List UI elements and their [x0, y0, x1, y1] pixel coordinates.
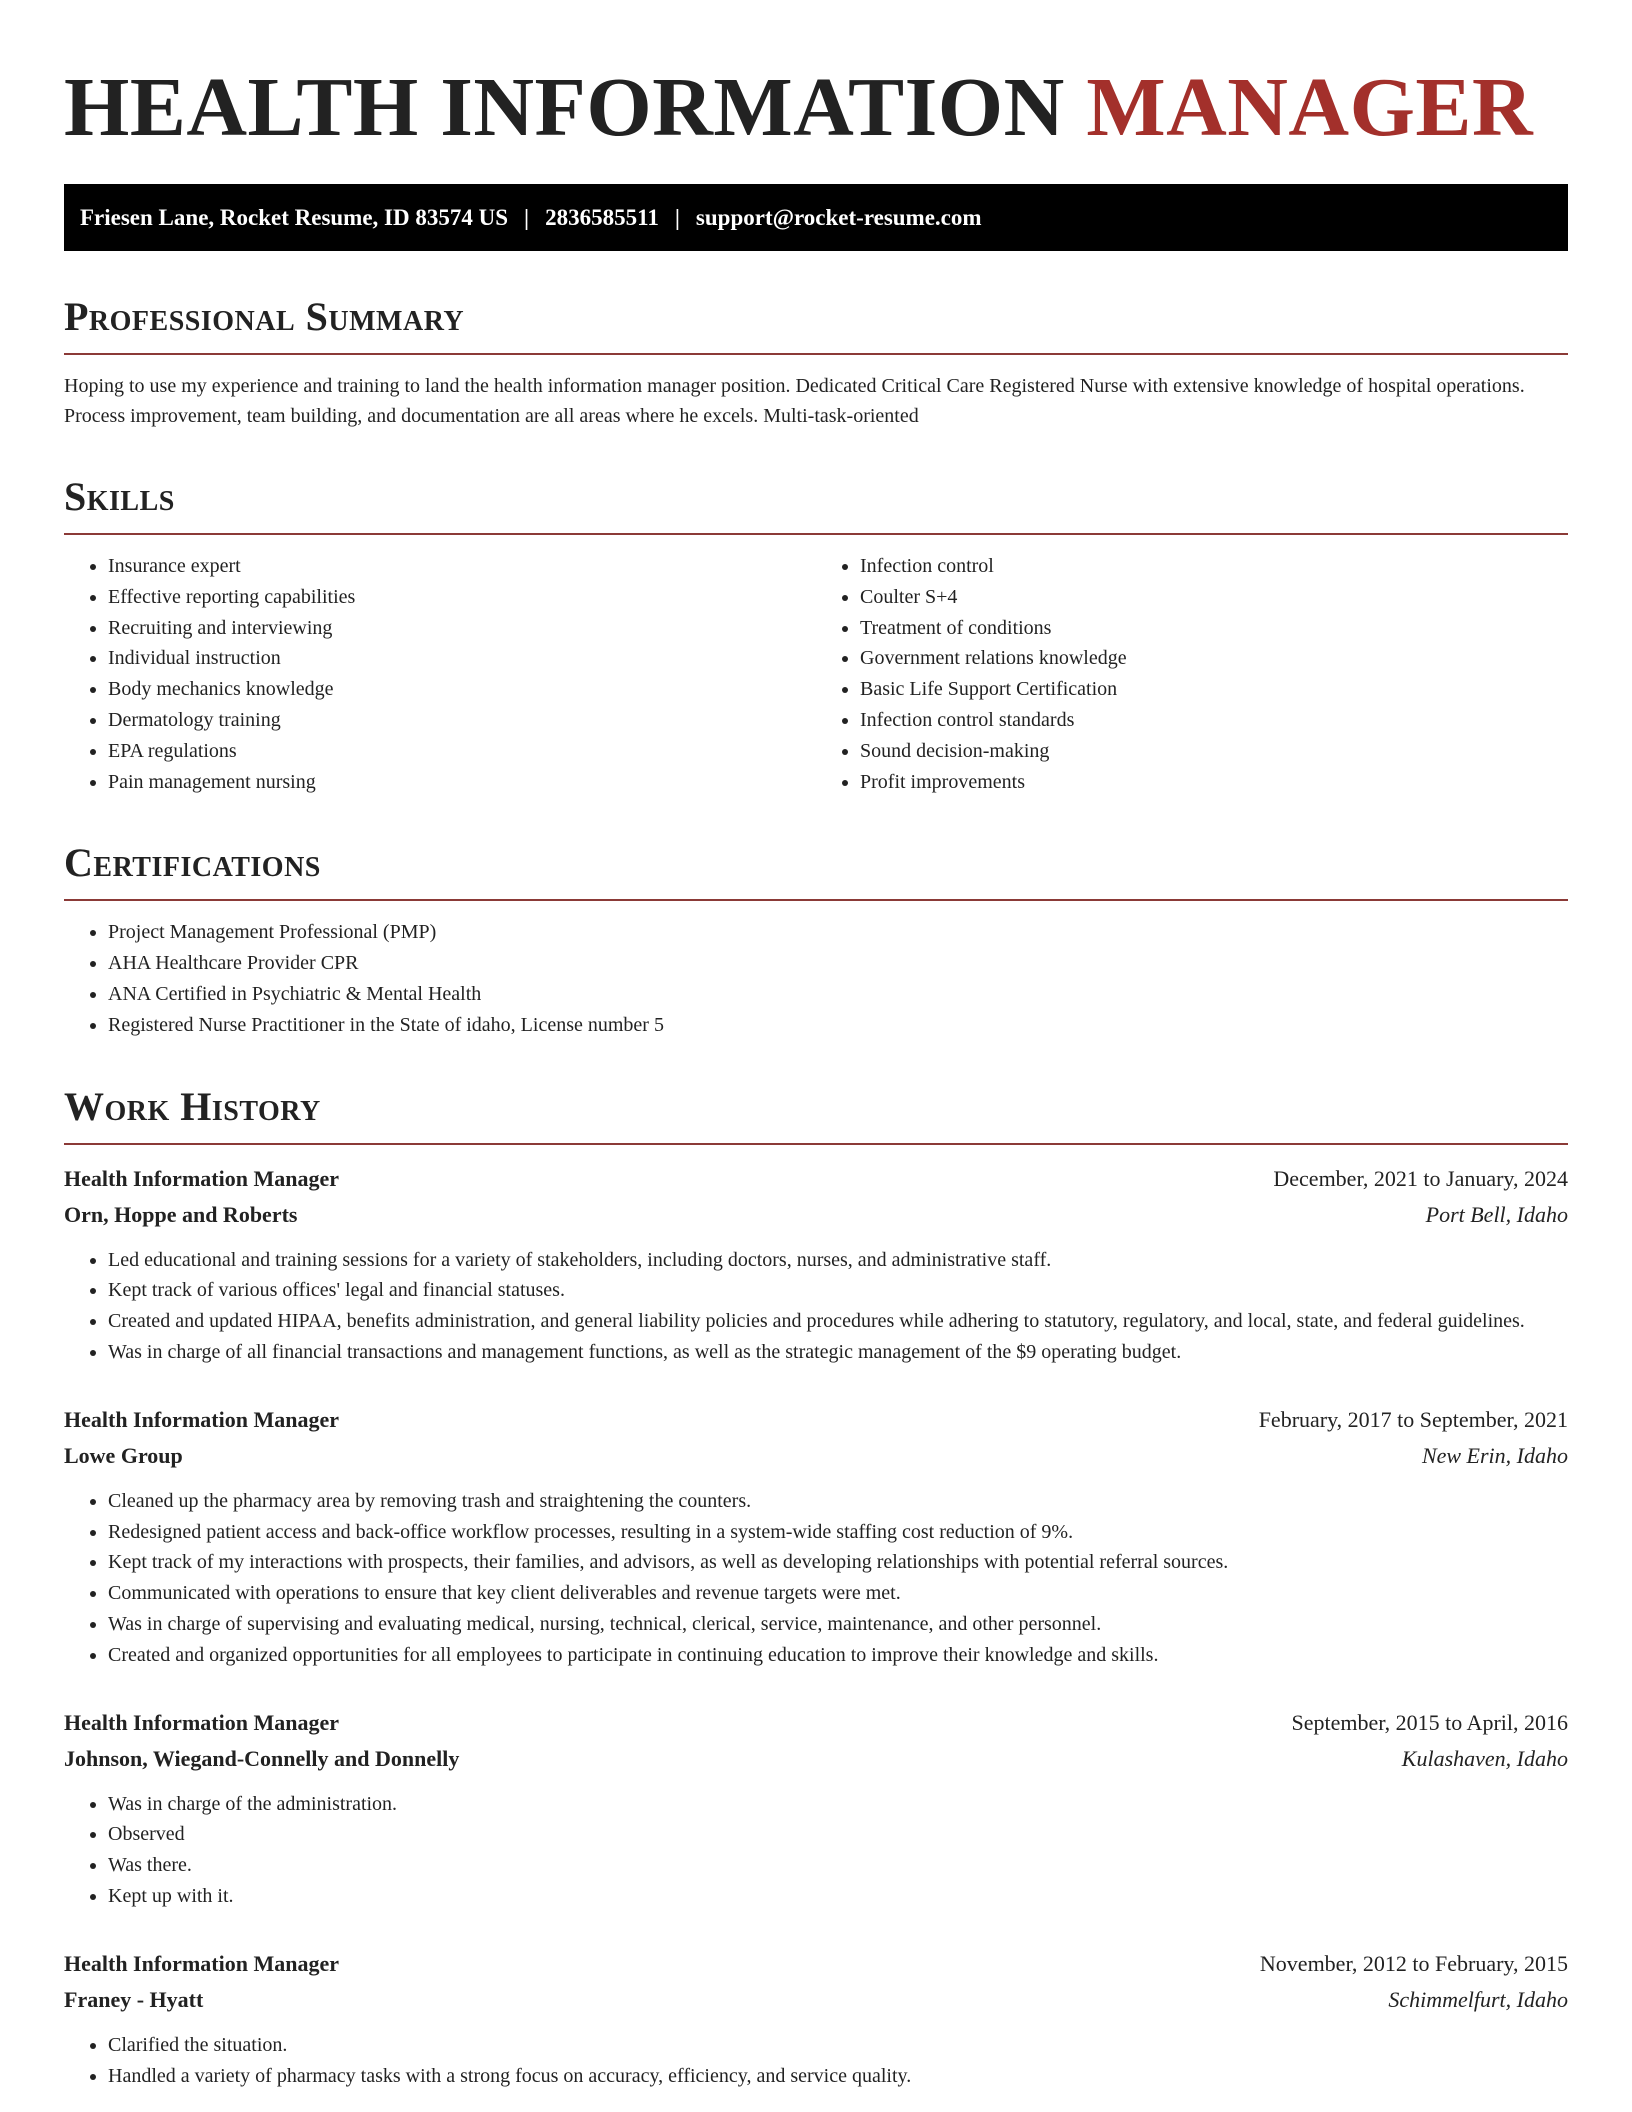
headline-main: HEALTH INFORMATION [64, 61, 1065, 154]
contact-address: Friesen Lane, Rocket Resume, ID 83574 US [80, 204, 509, 230]
list-item: • Kept up with it. [108, 1881, 1568, 1912]
job-dates: September, 2015 to April, 2016 [1291, 1709, 1568, 1735]
summary-text: Hoping to use my experience and training to land the health information manager position. Dedicated Critical Care Registered Nurse with extensive knowledge of hospital operations. Process improvement, team building, and documentation are all areas where he excels. Multi-task-oriented [64, 375, 1525, 427]
list-item: • Infection control [860, 551, 1568, 582]
section-heading-work-history: Work History [64, 1087, 1568, 1145]
section-heading-summary: Professional Summary [64, 297, 1568, 355]
job-bullets [64, 1789, 1568, 1912]
work-history-section [64, 1083, 1568, 2092]
section-heading-certifications: Certifications [64, 843, 1568, 901]
summary-section [64, 294, 1568, 431]
job-entry [64, 1705, 1568, 1912]
job-location: Schimmelfurt, Idaho [1388, 1986, 1568, 2012]
job-location: Kulashaven, Idaho [1401, 1745, 1568, 1771]
list-item: • Government relations knowledge [860, 643, 1568, 674]
list-item: • Insurance expert [108, 551, 816, 582]
contact-bar [64, 184, 1568, 251]
section-heading-skills: Skills [64, 477, 1568, 535]
job-location: New Erin, Idaho [1421, 1442, 1568, 1468]
headline-accent: MANAGER [1086, 61, 1534, 154]
job-entry [64, 1946, 1568, 2092]
job-dates: November, 2012 to February, 2015 [1259, 1950, 1568, 1976]
list-item: • Clarified the situation. [108, 2030, 1568, 2061]
list-item: • Was in charge of all financial transactions and management functions, as well as the strategic management of the $9 operating budget. [108, 1337, 1568, 1368]
certifications-section [64, 840, 1568, 1040]
list-item: • Treatment of conditions [860, 613, 1568, 644]
job-company-row [64, 1741, 1568, 1777]
job-bullets [64, 1245, 1568, 1368]
job-company: Lowe Group [64, 1442, 183, 1468]
list-item: • Redesigned patient access and back-office workflow processes, resulting in a system-wide staffing cost reduction of 9%. [108, 1517, 1568, 1548]
job-company-row [64, 1438, 1568, 1474]
list-item: • Coulter S+4 [860, 582, 1568, 613]
list-item: • Handled a variety of pharmacy tasks with a strong focus on accuracy, efficiency, and service quality. [108, 2061, 1568, 2092]
job-entry [64, 1161, 1568, 1368]
list-item: • Body mechanics knowledge [108, 674, 816, 705]
job-company-row [64, 1982, 1568, 2018]
job-header-row [64, 1161, 1568, 1197]
job-title: Health Information Manager [64, 1406, 339, 1432]
contact-separator: | [674, 204, 680, 230]
list-item: • Effective reporting capabilities [108, 582, 816, 613]
job-title: Health Information Manager [64, 1950, 339, 1976]
list-item: • Profit improvements [860, 767, 1568, 798]
list-item: • Created and organized opportunities for all employees to participate in continuing education to improve their knowledge and skills. [108, 1640, 1568, 1671]
list-item: • Basic Life Support Certification [860, 674, 1568, 705]
list-item: • Created and updated HIPAA, benefits administration, and general liability policies and procedures while adhering to statutory, regulatory, and local, state, and federal guidelines. [108, 1306, 1568, 1337]
list-item: • Project Management Professional (PMP) [108, 917, 1568, 948]
list-item: • Pain management nursing [108, 767, 816, 798]
list-item: • Infection control standards [860, 705, 1568, 736]
list-item: • Registered Nurse Practitioner in the State of idaho, License number 5 [108, 1010, 1568, 1041]
job-company: Orn, Hoppe and Roberts [64, 1201, 298, 1227]
list-item: • Sound decision-making [860, 736, 1568, 767]
contact-phone: 2836585511 [545, 204, 659, 230]
skills-columns [64, 551, 1568, 797]
job-location: Port Bell, Idaho [1425, 1201, 1568, 1227]
list-item: • Dermatology training [108, 705, 816, 736]
list-item: • Was in charge of the administration. [108, 1789, 1568, 1820]
list-item: • EPA regulations [108, 736, 816, 767]
job-company: Johnson, Wiegand-Connelly and Donnelly [64, 1745, 460, 1771]
skills-list-left [64, 551, 816, 797]
certifications-list [64, 917, 1568, 1040]
contact-separator: | [524, 204, 530, 230]
job-header-row [64, 1402, 1568, 1438]
job-dates: February, 2017 to September, 2021 [1258, 1406, 1568, 1432]
job-title: Health Information Manager [64, 1165, 339, 1191]
job-header-row [64, 1946, 1568, 1982]
list-item: • Observed [108, 1819, 1568, 1850]
list-item: • Recruiting and interviewing [108, 613, 816, 644]
job-bullets [64, 2030, 1568, 2092]
list-item: • Was in charge of supervising and evaluating medical, nursing, technical, clerical, service, maintenance, and other personnel. [108, 1609, 1568, 1640]
job-title: Health Information Manager [64, 1709, 339, 1735]
list-item: • ANA Certified in Psychiatric & Mental Health [108, 979, 1568, 1010]
list-item: • Communicated with operations to ensure that key client deliverables and revenue targets were met. [108, 1578, 1568, 1609]
job-dates: December, 2021 to January, 2024 [1273, 1165, 1568, 1191]
job-company-row [64, 1197, 1568, 1233]
list-item: • Kept track of my interactions with prospects, their families, and advisors, as well as developing relationships with potential referral sources. [108, 1547, 1568, 1578]
list-item: • Kept track of various offices' legal and financial statuses. [108, 1275, 1568, 1306]
contact-email: support@rocket-resume.com [695, 204, 982, 230]
list-item: • AHA Healthcare Provider CPR [108, 948, 1568, 979]
list-item: • Led educational and training sessions for a variety of stakeholders, including doctors, nurses, and administrative staff. [108, 1245, 1568, 1276]
resume-headline [64, 61, 1568, 154]
list-item: • Individual instruction [108, 643, 816, 674]
skills-section [64, 474, 1568, 797]
list-item: • Was there. [108, 1850, 1568, 1881]
list-item: • Cleaned up the pharmacy area by removing trash and straightening the counters. [108, 1486, 1568, 1517]
skills-list-right [816, 551, 1568, 797]
job-entry [64, 1402, 1568, 1671]
job-header-row [64, 1705, 1568, 1741]
job-bullets [64, 1486, 1568, 1671]
job-company: Franey - Hyatt [64, 1986, 204, 2012]
